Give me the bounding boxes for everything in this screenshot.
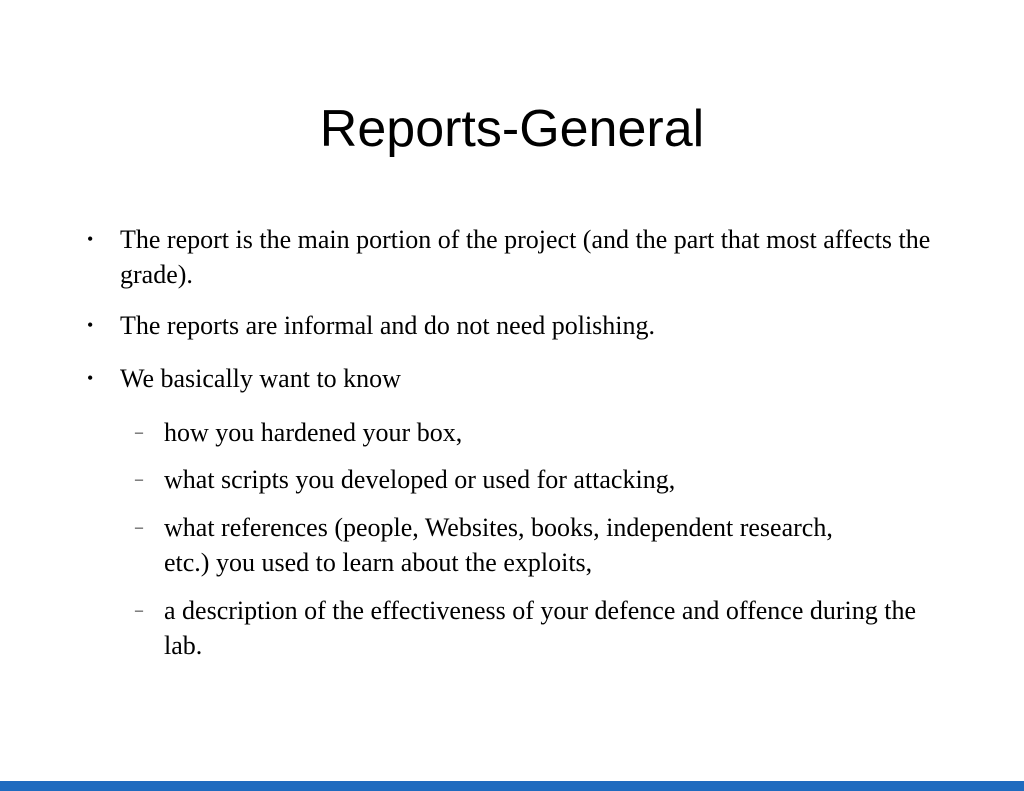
sub-bullet-item	[135, 593, 944, 663]
bullet-marker: •	[87, 368, 94, 388]
bullet-marker: •	[87, 229, 94, 249]
bullet-item	[87, 222, 970, 292]
sub-bullet-text: what scripts you developed or used for attacking,	[164, 465, 676, 494]
bullet-item	[87, 361, 970, 396]
sub-bullet-item	[135, 462, 944, 497]
sub-bullet-marker: –	[135, 471, 143, 488]
sub-bullet-item	[135, 510, 884, 580]
bullet-text: The report is the main portion of the project (and the part that most affects the grade).	[120, 225, 931, 289]
slide-title: Reports-General	[319, 100, 705, 158]
bullet-text: We basically want to know	[120, 364, 401, 393]
bullet-text: The reports are informal and do not need polishing.	[120, 311, 656, 340]
sub-bullet-marker: –	[135, 424, 143, 441]
bullet-marker: •	[87, 315, 94, 335]
bullet-item	[87, 308, 970, 343]
sub-bullet-text: how you hardened your box,	[164, 418, 463, 447]
sub-bullet-text: what references (people, Websites, books, independent research, etc.) you used to learn about the exploits,	[164, 513, 833, 577]
sub-bullet-marker: –	[135, 602, 143, 619]
sub-bullet-item	[135, 415, 944, 450]
footer-accent-bar	[0, 781, 1024, 791]
sub-bullet-text: a description of the effectiveness of your defence and offence during the lab.	[164, 596, 917, 660]
sub-bullet-marker: –	[135, 519, 143, 536]
